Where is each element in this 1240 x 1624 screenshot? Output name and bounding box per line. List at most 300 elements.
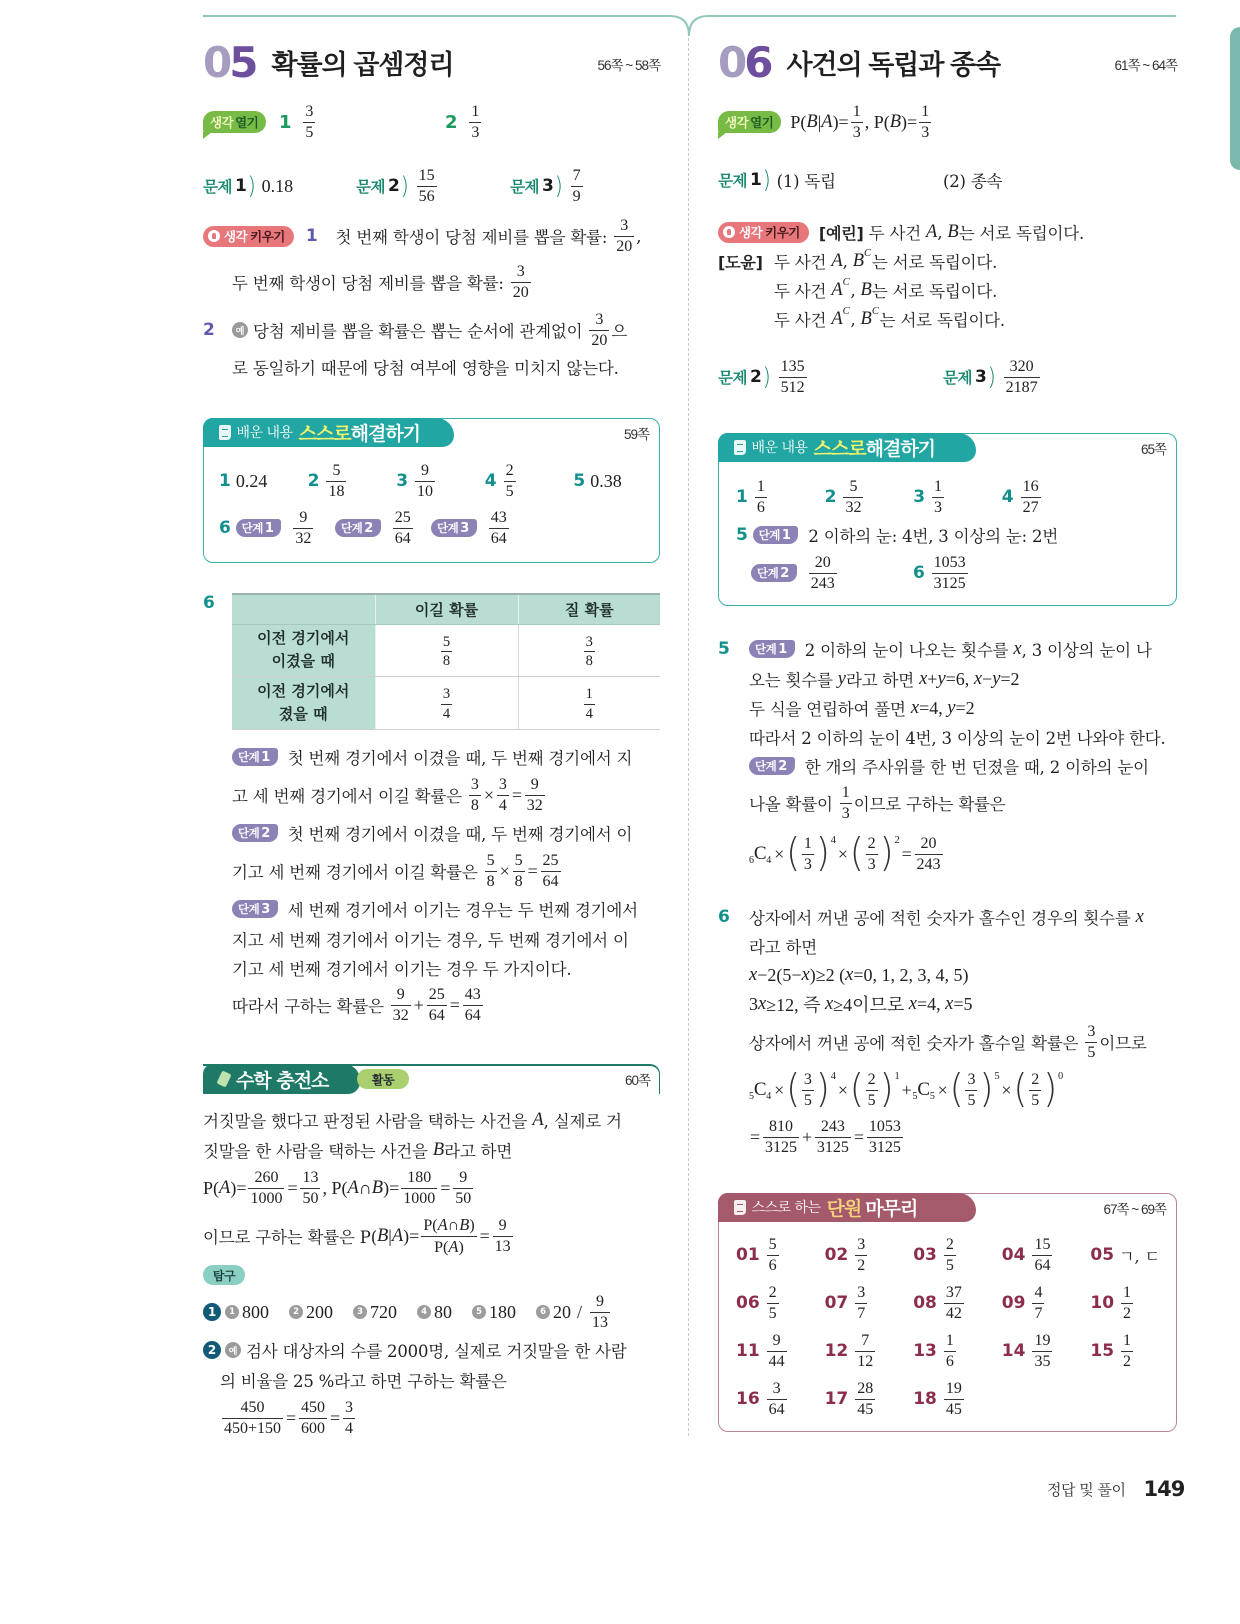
review-item <box>1090 1331 1179 1371</box>
problem-1-answer <box>718 160 836 200</box>
fraction <box>1004 358 1040 397</box>
header-text: 배운 내용 <box>751 440 808 456</box>
example-icon: 예 <box>225 1342 241 1358</box>
numerator: 9 <box>293 509 313 529</box>
numerator: 1 <box>755 478 767 498</box>
problem-3-answer <box>943 357 1042 397</box>
text: 로 동일하기 때문에 당첨 여부에 영향을 미치지 않는다. <box>232 359 619 378</box>
exponent: 2 <box>894 834 900 846</box>
denominator: 64 <box>394 529 411 547</box>
fraction <box>222 1399 283 1438</box>
fraction <box>441 634 452 669</box>
denominator: 2 <box>857 1256 866 1274</box>
table-row <box>232 624 660 676</box>
numerator: 19 <box>944 1380 964 1400</box>
operator: = <box>449 994 460 1015</box>
fraction <box>511 263 531 302</box>
text: , <box>636 226 642 246</box>
combination-symbol: C <box>753 1079 767 1100</box>
stage-number: 1 <box>778 641 787 657</box>
variable: x <box>758 993 767 1014</box>
variable: x <box>1013 638 1022 659</box>
text: 세 번째 경기에서 이기는 경우는 두 번째 경기에서 <box>287 901 638 920</box>
math-text: ≥12, 즉 <box>766 995 825 1015</box>
footer-label: 정답 및 풀이 <box>1047 1480 1126 1499</box>
text: , 실제로 거 <box>543 1112 622 1131</box>
text: , <box>850 280 861 300</box>
denominator: 20 <box>591 331 608 349</box>
denominator: 64 <box>490 529 507 547</box>
item-number: 5 <box>718 639 730 659</box>
math-text: , P( <box>864 111 890 132</box>
review-item <box>736 1379 825 1419</box>
numerator: 3 <box>497 776 509 796</box>
text: 는 서로 독립이다. <box>879 311 1005 330</box>
item-number: 3 <box>913 487 926 507</box>
problem-number: 1 <box>749 170 762 190</box>
bracket-icon: ) <box>987 363 996 391</box>
blank-answer <box>417 1302 452 1323</box>
denominator: 50 <box>455 1189 472 1207</box>
power-group <box>1013 1066 1064 1112</box>
header-text: 마무리 <box>865 1197 918 1220</box>
badge-text: 키우기 <box>250 229 285 244</box>
text: 두 사건 <box>774 282 832 301</box>
operator: × <box>937 1079 948 1100</box>
text: 한 개의 주사위를 한 번 던졌을 때, 2 이하의 눈이 <box>804 758 1149 777</box>
answer-grid <box>219 461 662 509</box>
text: 라고 하면 <box>846 671 920 690</box>
text: 이므로 <box>1099 1034 1147 1053</box>
operator: = <box>527 860 538 881</box>
numerator: 1 <box>944 1332 956 1352</box>
problem-number: 3 <box>541 176 554 196</box>
grow-thinking-q1-line1 <box>203 216 641 256</box>
answer-item <box>485 461 574 501</box>
problem-label <box>510 174 563 198</box>
q6-line4 <box>749 984 973 1024</box>
stage-label: 단계 <box>755 759 777 773</box>
numerator: 20 <box>915 835 943 855</box>
badge-text: 열기 <box>750 115 774 130</box>
review-item <box>736 1283 825 1323</box>
paren: ( <box>849 830 864 876</box>
stage-label: 단계 <box>437 521 459 535</box>
math-text: + <box>927 668 938 689</box>
open-thinking-answer-2 <box>445 102 483 142</box>
numerator: 2 <box>944 1236 956 1256</box>
variable: A <box>437 1214 448 1234</box>
row-label-line: 이전 경기에서 <box>257 681 350 700</box>
open-thinking-badge <box>718 111 781 133</box>
answer: 0.18 <box>261 175 294 196</box>
math-text: =0, 1, 2, 3, 4, 5) <box>853 964 969 985</box>
text: 라고 하면 <box>444 1142 513 1161</box>
fraction <box>489 509 509 548</box>
denominator: 5 <box>505 482 514 500</box>
denominator: 600 <box>300 1419 325 1437</box>
math-text: − <box>982 668 993 689</box>
text: 따라서 구하는 확률은 <box>232 997 389 1016</box>
header-text: 해결하기 <box>865 437 936 460</box>
answer-item <box>1002 477 1091 517</box>
item-number: 12 <box>824 1341 849 1361</box>
circled-number: 4 <box>417 1305 431 1319</box>
text: 기고 세 번째 경기에서 이길 확률은 <box>232 863 483 882</box>
book-icon <box>734 1200 746 1215</box>
fraction <box>763 1118 799 1157</box>
numerator: 3 <box>511 263 531 283</box>
row-label-line: 졌을 때 <box>278 704 328 723</box>
numerator: 2 <box>866 1071 878 1091</box>
operator: × <box>483 784 494 805</box>
fraction <box>469 103 481 142</box>
document-icon <box>734 440 746 455</box>
paren: ( <box>849 1066 864 1112</box>
page-number: 149 <box>1143 1477 1185 1501</box>
superscript: C <box>871 305 879 317</box>
numerator: 1 <box>584 686 595 704</box>
variable: y <box>837 668 847 689</box>
math-text: =2 <box>955 697 975 718</box>
operator: × <box>774 1079 785 1100</box>
answer: 200 <box>306 1301 333 1322</box>
item-number: 1 <box>279 111 292 133</box>
stage-badge <box>232 748 278 766</box>
fraction <box>802 835 814 874</box>
fraction <box>589 311 609 350</box>
numerator <box>421 1216 476 1237</box>
denominator: 1000 <box>250 1189 283 1207</box>
numerator: 1 <box>1121 1332 1133 1352</box>
text: 짓말을 한 사람을 택하는 사건을 <box>203 1142 433 1161</box>
fraction <box>391 986 411 1025</box>
superscript: C <box>842 276 850 288</box>
math-text: )= <box>901 111 918 132</box>
numerator: 5 <box>441 634 452 652</box>
page-footer <box>1047 1469 1184 1509</box>
stage-label: 단계 <box>757 566 779 580</box>
denominator: 8 <box>514 872 523 890</box>
text: 첫 번째 경기에서 이겼을 때, 두 번째 경기에서 이 <box>287 825 633 844</box>
item-number: 1 <box>736 487 748 507</box>
denominator: 10 <box>417 482 434 500</box>
fraction <box>809 554 837 593</box>
paren: ( <box>786 1066 800 1112</box>
numerator: 9 <box>391 986 411 1006</box>
math-text: P( <box>423 1216 438 1234</box>
exponent: 4 <box>830 1070 836 1082</box>
variable: B <box>371 1177 384 1198</box>
math-text: =4, <box>916 993 946 1014</box>
stage-2-line2 <box>232 851 563 891</box>
table-header: 이길 확률 <box>375 594 518 624</box>
answer-item <box>308 461 397 501</box>
page-reference: 65쪽 <box>1140 442 1166 457</box>
numerator: 450 <box>299 1399 327 1419</box>
review-item <box>1002 1283 1091 1323</box>
power-group <box>949 1066 1000 1112</box>
item-number: 16 <box>736 1389 760 1409</box>
numerator: 9 <box>525 776 545 796</box>
fraction <box>469 776 481 815</box>
operator: = <box>511 784 522 805</box>
tab-title: 충전소 <box>276 1069 329 1092</box>
paren: ) <box>879 1066 894 1112</box>
fraction <box>343 1399 355 1438</box>
table-cell <box>518 676 660 729</box>
answer: 2 이하의 눈: 4번, 3 이상의 눈: 2번 <box>808 527 1059 546</box>
problem-1-answer-2 <box>943 160 1002 200</box>
q5-line5 <box>749 746 1149 786</box>
text: 두 식을 연립하여 풀면 <box>749 700 911 719</box>
explore-q2-formula <box>220 1398 357 1438</box>
denominator: 7 <box>857 1304 866 1322</box>
speaker-name: [예린] <box>818 223 864 243</box>
item-number: 10 <box>1090 1293 1115 1313</box>
stage-number: 2 <box>778 758 787 774</box>
fraction <box>1021 478 1041 517</box>
fraction <box>417 167 437 206</box>
combination-symbol: C <box>917 1079 930 1100</box>
denominator: 64 <box>1034 1256 1051 1274</box>
column-divider <box>688 38 689 1436</box>
numerator: 7 <box>571 167 583 187</box>
superscript: C <box>864 247 871 259</box>
stage-1-line1 <box>232 737 632 777</box>
denominator: 243 <box>810 574 835 592</box>
numerator: 3 <box>303 103 315 123</box>
variable: y <box>947 697 956 718</box>
badge-text: 키우기 <box>765 225 800 240</box>
fraction <box>767 1380 787 1419</box>
denominator: 5 <box>1031 1091 1040 1109</box>
math-text: =6, <box>945 668 974 689</box>
badge-text: 생각 <box>739 225 763 240</box>
fraction <box>614 217 634 256</box>
stage-number: 2 <box>780 565 789 581</box>
fraction <box>463 986 483 1025</box>
numerator: 320 <box>1004 358 1040 378</box>
math-text: )= <box>383 1177 400 1198</box>
text: 첫 번째 학생이 당첨 제비를 뽑을 확률: <box>335 228 613 247</box>
denominator: 56 <box>418 187 435 205</box>
variable: x <box>919 668 928 689</box>
pencil-icon <box>217 1071 232 1088</box>
numerator: 1053 <box>932 554 968 574</box>
stage-badge <box>232 824 278 842</box>
variable: x <box>845 964 854 985</box>
variable: B <box>806 111 818 132</box>
q5-formula <box>749 830 945 876</box>
variable: B <box>852 250 865 271</box>
fraction <box>427 986 447 1025</box>
explore-q2-line2 <box>220 1360 507 1400</box>
answer-item <box>825 477 914 517</box>
paren: ) <box>815 830 830 876</box>
fraction <box>1121 1332 1133 1371</box>
denominator: 13 <box>592 1313 609 1331</box>
problem-label <box>718 365 771 389</box>
stage-badge <box>431 519 477 537</box>
operator: = <box>853 1126 864 1147</box>
denominator: 8 <box>470 796 479 814</box>
numerator: 28 <box>855 1380 875 1400</box>
open-thinking-answer-1 <box>279 102 317 142</box>
subscript: 5 <box>929 1090 935 1102</box>
item-number: 1 <box>305 226 318 246</box>
operator: × <box>774 843 785 864</box>
problem-label-text: 문제 <box>510 178 539 196</box>
variable: x <box>910 697 920 718</box>
section-number-digit: 6 <box>744 37 771 87</box>
section-05-header <box>203 37 454 87</box>
numerator: 20 <box>809 554 837 574</box>
numerator: 3 <box>855 1236 867 1256</box>
item-number: 17 <box>824 1389 849 1409</box>
denominator: 2 <box>1123 1304 1132 1322</box>
denominator: 32 <box>526 796 543 814</box>
problem-label-text: 문제 <box>203 178 232 196</box>
fraction <box>248 1169 284 1208</box>
stage-label: 단계 <box>758 528 780 542</box>
numerator: 1 <box>840 784 852 804</box>
fraction <box>497 776 509 815</box>
fraction <box>493 1217 513 1256</box>
text: 는 서로 독립이다. <box>871 253 998 272</box>
q6-formula-2 <box>749 1117 905 1157</box>
numerator: 5 <box>485 852 497 872</box>
numerator: 9 <box>453 1169 473 1189</box>
item-number: 6 <box>203 593 215 613</box>
variable: A <box>448 1236 459 1256</box>
item-number: 11 <box>736 1341 760 1361</box>
operator: + <box>901 1079 912 1100</box>
operator: × <box>837 843 848 864</box>
math-text: ) <box>469 1216 475 1234</box>
text: 고 세 번째 경기에서 이길 확률은 <box>232 787 467 806</box>
lightbulb-icon <box>723 226 735 238</box>
numerator: 260 <box>248 1169 284 1189</box>
grow-thinking-line4 <box>774 299 1005 339</box>
fraction <box>485 852 497 891</box>
numerator: 15 <box>1032 1236 1052 1256</box>
variable: A <box>532 1109 544 1130</box>
fraction <box>767 1236 779 1275</box>
fraction <box>299 1399 327 1438</box>
denominator: 8 <box>442 653 451 669</box>
variable: A <box>831 279 843 300</box>
stage-answer-1 <box>219 508 315 548</box>
fraction <box>504 462 516 501</box>
denominator: 4 <box>442 705 451 722</box>
variable: B <box>889 111 902 132</box>
q6-line5 <box>749 1022 1147 1062</box>
paren: ( <box>1013 1066 1028 1112</box>
item-number: 2 <box>824 487 837 507</box>
denominator: 45 <box>945 1400 962 1418</box>
text: 상자에서 꺼낸 공에 적힌 숫자가 홀수일 확률은 <box>749 1034 1084 1053</box>
denominator: 64 <box>428 1006 445 1024</box>
operator: × <box>1001 1079 1012 1100</box>
numerator: 3 <box>343 1399 355 1419</box>
item-number: 6 <box>718 907 730 927</box>
math-text: )= <box>403 1225 420 1246</box>
numerator: 3 <box>802 1071 814 1091</box>
problem-number: 2 <box>387 176 400 196</box>
variable: A <box>831 250 843 271</box>
stage-number: 3 <box>261 901 270 917</box>
denominator: 450+150 <box>224 1419 282 1437</box>
charge-line3 <box>203 1168 475 1208</box>
item-number: 3 <box>396 471 409 491</box>
denominator: 50 <box>302 1189 319 1207</box>
fraction <box>944 1284 964 1323</box>
bracket-icon: ) <box>762 363 771 391</box>
explore-q1 <box>203 1292 612 1332</box>
denominator: 8 <box>585 653 593 669</box>
review-item <box>825 1235 914 1275</box>
item-number: 5 <box>736 525 748 545</box>
fraction <box>571 167 583 206</box>
math-text: ) <box>458 1238 464 1256</box>
self-solve-header <box>203 418 454 447</box>
section-number-digit: 0 <box>718 37 745 87</box>
denominator: 64 <box>464 1006 481 1024</box>
numerator: 3 <box>965 1071 977 1091</box>
numerator: 3 <box>589 311 609 331</box>
stage-label: 단계 <box>238 826 260 840</box>
operator: + <box>801 1126 812 1147</box>
self-solve-header <box>718 433 976 462</box>
review-item <box>913 1283 1002 1323</box>
example-icon: 예 <box>232 322 248 338</box>
numerator: 25 <box>427 986 447 1006</box>
numerator: 43 <box>489 509 509 529</box>
numerator: 1 <box>932 478 944 498</box>
stage-number: 2 <box>261 825 270 841</box>
problem-label <box>718 168 771 192</box>
problem-label-text: 문제 <box>356 178 385 196</box>
blank-answer <box>353 1302 397 1323</box>
variable: B <box>376 1225 389 1246</box>
numerator: 1 <box>851 103 863 123</box>
variable: y <box>937 668 946 689</box>
text: 오는 횟수를 <box>749 671 838 690</box>
numerator: 3 <box>614 217 634 237</box>
answer: 0.24 <box>235 470 268 491</box>
denominator: 9 <box>572 187 581 205</box>
denominator: 3 <box>934 498 943 516</box>
stage-badge <box>753 526 799 544</box>
grow-thinking-q2-line1 <box>203 310 627 350</box>
denominator: 243 <box>916 855 941 873</box>
denominator: 5 <box>305 123 314 141</box>
text: 두 번째 학생이 당첨 제비를 뽑을 확률: <box>232 274 509 293</box>
numerator: 16 <box>1021 478 1041 498</box>
operator: = <box>750 1126 760 1147</box>
operator: = <box>901 843 912 864</box>
table-header-row <box>232 594 660 624</box>
math-text: )= <box>832 111 849 132</box>
bracket-icon: ) <box>554 172 563 200</box>
review-item <box>1002 1331 1091 1371</box>
problem-3-answer <box>510 166 585 206</box>
stage-answer-5-2 <box>751 553 839 593</box>
text: 상자에서 꺼낸 공에 적힌 숫자가 홀수인 경우의 횟수를 <box>749 909 1136 928</box>
denominator: 3125 <box>816 1138 849 1156</box>
numerator: 25 <box>541 852 561 872</box>
